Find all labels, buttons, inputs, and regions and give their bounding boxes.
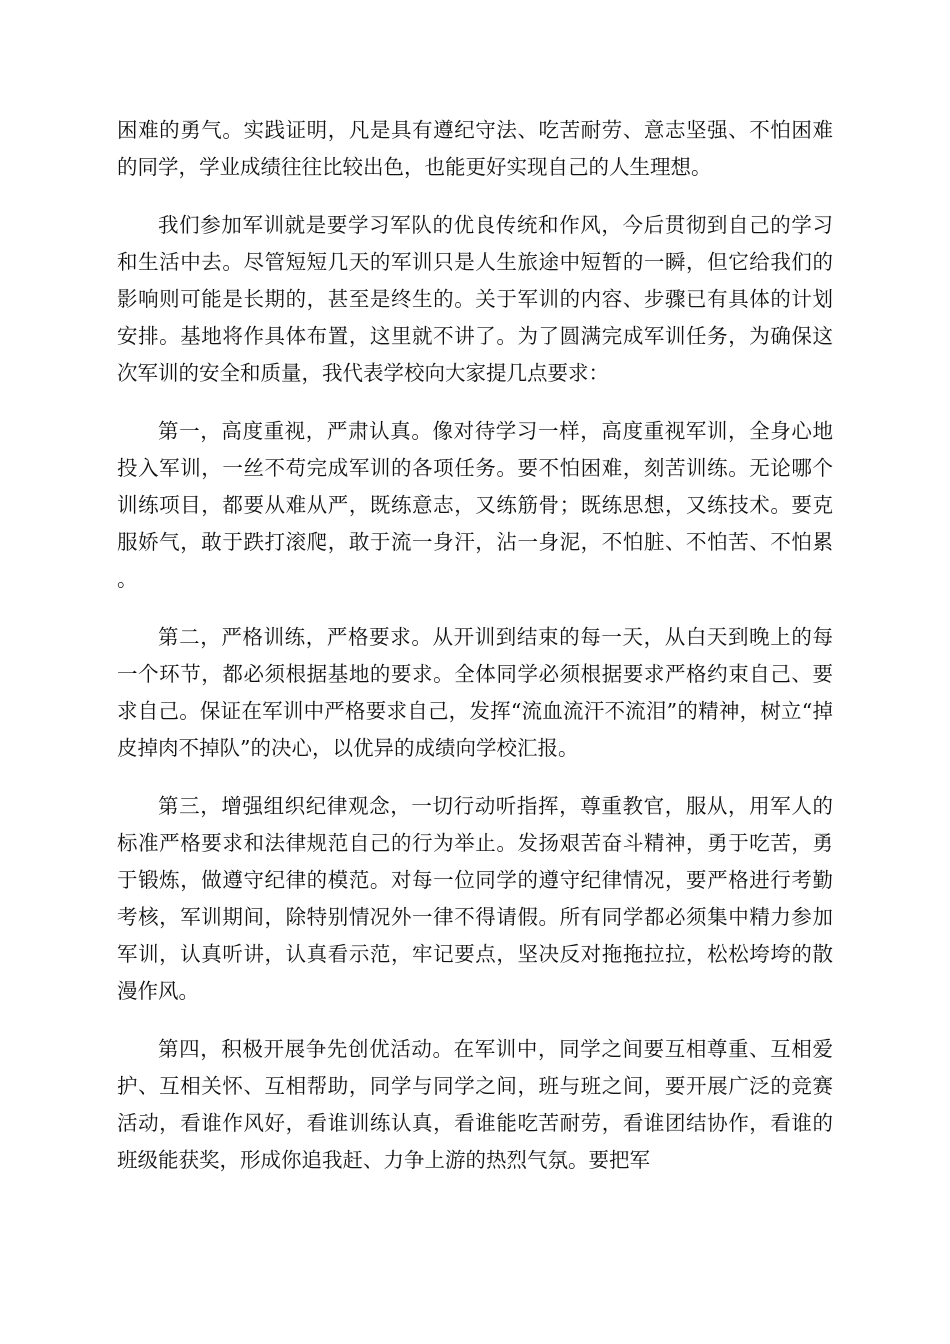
paragraph-continuation: 困难的勇气。实践证明，凡是具有遵纪守法、吃苦耐劳、意志坚强、不怕困难的同学，学业成绩往往比较出色，也能更好实现自己的人生理想。: [117, 118, 833, 179]
paragraph-requirement-4: 第四，积极开展争先创优活动。在军训中，同学之间要互相尊重、互相爱护、互相关怀、互相帮助，同学与同学之间，班与班之间，要开展广泛的竞赛活动，看谁作风好，看谁训练认真，看谁能吃苦耐劳，看谁团结协作，看谁的班级能获奖，形成你追我赶、力争上游的热烈气氛。要把军: [117, 1037, 833, 1172]
paragraph-requirement-2: 第二，严格训练，严格要求。从开训到结束的每一天，从白天到晚上的每一个环节，都必须根据基地的要求。全体同学必须根据要求严格约束自己、要求自己。保证在军训中严格要求自己，发挥“流血流汗不流泪”的精神，树立“掉皮掉肉不掉队”的决心，以优异的成绩向学校汇报。: [117, 625, 833, 760]
paragraph-requirement-3: 第三，增强组织纪律观念，一切行动听指挥，尊重教官，服从，用军人的标准严格要求和法律规范自己的行为举止。发扬艰苦奋斗精神，勇于吃苦，勇于锻炼，做遵守纪律的模范。对每一位同学的遵守纪律情况，要严格进行考勤考核，军训期间，除特别情况外一律不得请假。所有同学都必须集中精力参加军训，认真听讲，认真看示范，牢记要点，坚决反对拖拖拉拉，松松垮垮的散漫作风。: [117, 794, 833, 1003]
paragraph-military-training-purpose: 我们参加军训就是要学习军队的优良传统和作风，今后贯彻到自己的学习和生活中去。尽管短短几天的军训只是人生旅途中短暂的一瞬，但它给我们的影响则可能是长期的，甚至是终生的。关于军训的内容、步骤已有具体的计划安排。基地将作具体布置，这里就不讲了。为了圆满完成军训任务，为确保这次军训的安全和质量，我代表学校向大家提几点要求：: [117, 213, 833, 385]
document-body: [117, 112, 833, 1200]
paragraph-requirement-1: 第一，高度重视，严肃认真。像对待学习一样，高度重视军训，全身心地投入军训，一丝不苟完成军训的各项任务。要不怕困难，刻苦训练。无论哪个训练项目，都要从难从严，既练意志，又练筋骨；既练思想，又练技术。要克服娇气，敢于跌打滚爬，敢于流一身汗，沾一身泥，不怕脏、不怕苦、不怕累。: [117, 419, 833, 591]
